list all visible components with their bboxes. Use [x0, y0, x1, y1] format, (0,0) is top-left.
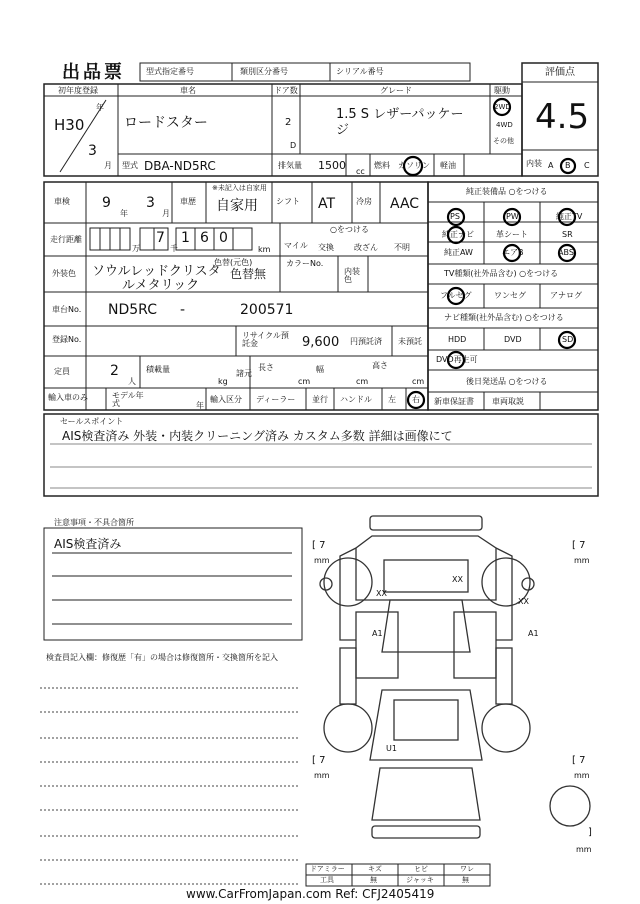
unknown-label: 不明: [394, 243, 410, 252]
inspector-label: 検査員記入欄：修復歴「有」の場合は修復箇所・交換箇所を記入: [46, 653, 278, 662]
mileage-digit-4: 0: [219, 230, 228, 246]
parallel-label: 並行: [312, 395, 328, 404]
legend-jack: ジャッキ: [406, 876, 434, 884]
mileage-thousand-unit: 千: [170, 244, 178, 253]
legend-crack: ヒビ: [414, 865, 428, 873]
width-cm: cm: [356, 377, 369, 386]
history-label: 車歴: [180, 197, 196, 206]
model-year-unit: 年: [196, 401, 204, 410]
first-reg-year: H30: [54, 116, 85, 134]
interior-color-label: 内装色: [344, 267, 360, 284]
handle-label: ハンドル: [340, 395, 372, 404]
tire-rr-mm: mm: [574, 771, 590, 780]
equip-leather: 革シート: [496, 230, 528, 239]
import-class-label: 輸入区分: [210, 395, 242, 404]
width-label: 幅: [316, 365, 324, 374]
model-value: DBA-ND5RC: [144, 159, 216, 173]
chassis-dash: -: [180, 302, 186, 318]
car-name-label: 車名: [180, 86, 196, 95]
drive-2wd: 2WD: [494, 103, 511, 111]
length-label: 長さ: [258, 363, 274, 372]
later-title: 後日発送品 ○をつける: [466, 377, 548, 386]
tampered-label: 改ざん: [354, 243, 378, 252]
shaken-year: 9: [102, 195, 111, 211]
tire-spare-bracket: ]: [588, 827, 592, 838]
history-value: 自家用: [216, 198, 258, 214]
interior-label: 内装: [526, 159, 542, 168]
tv-fullseg: フルセグ: [440, 291, 472, 300]
drive-4wd: 4WD: [496, 121, 513, 129]
equip-ps: PS: [450, 212, 460, 221]
score-label: 評価点: [545, 67, 575, 78]
notes-text: AIS検査済み: [54, 537, 122, 551]
grade-line2: ジ: [336, 123, 350, 138]
first-reg-month: 3: [88, 143, 97, 159]
spec-label: 諸元: [236, 369, 252, 378]
tire-rr-depth: [ 7: [572, 755, 586, 766]
chassis-no: 200571: [240, 302, 294, 318]
doors-label: ドア数: [274, 86, 298, 95]
shaken-month: 3: [146, 195, 155, 211]
navi-sd: SD: [562, 335, 574, 344]
grade-label: グレード: [380, 86, 412, 95]
reg-no-label: 登録No.: [52, 335, 82, 344]
car-name: ロードスター: [124, 115, 208, 131]
repaint-label: 色替(元色): [214, 258, 253, 267]
recycle-amount: 9,600: [302, 335, 340, 350]
interior-a: A: [548, 161, 554, 170]
displacement-value: 1500: [318, 159, 346, 172]
tv-title: TV種類(社外品含む) ○をつける: [444, 269, 559, 278]
shaken-year-unit: 年: [120, 209, 128, 218]
notes-label: 注意事項・不具合箇所: [54, 518, 134, 527]
repaint-value: 色替無: [230, 267, 267, 281]
tire-fr-depth: [ 7: [572, 540, 586, 551]
equip-aw: 純正AW: [444, 248, 473, 257]
navi-title: ナビ種類(社外品含む) ○をつける: [444, 313, 564, 322]
mark-front-right: XX: [518, 597, 529, 606]
equip-sr: SR: [562, 230, 573, 239]
mark-front-left: XX: [376, 589, 387, 598]
drive-label: 駆動: [494, 86, 510, 95]
navi-dvd: DVD: [504, 335, 522, 344]
capacity-label: 定員: [54, 367, 70, 376]
equip-pw: PW: [506, 212, 519, 221]
tv-analog: アナログ: [550, 291, 582, 300]
form-title: 出品票: [62, 62, 125, 83]
history-note: ※未記入は自家用: [212, 184, 267, 192]
fuel-value: ガソリン: [398, 161, 430, 170]
model-label: 型式: [122, 161, 138, 170]
mark-rear: U1: [386, 744, 397, 753]
class-label: 類別区分番号: [240, 67, 288, 76]
mileage-digit-3: 6: [200, 230, 209, 246]
displacement-label: 排気量: [278, 161, 302, 170]
tire-fl-mm: mm: [314, 556, 330, 565]
shift-label: シフト: [276, 197, 300, 206]
car-diagram: [320, 516, 590, 838]
height-cm: cm: [412, 377, 425, 386]
sales-point-text: AIS検査済み 外装・内装クリーニング済み カスタム多数 詳細は画像にて: [62, 429, 453, 443]
mile-label: マイル: [284, 241, 308, 250]
legend-tools-value: 無: [370, 876, 377, 884]
dealer-label: ディーラー: [256, 395, 296, 404]
shaken-label: 車検: [54, 197, 70, 206]
doors-value: 2: [285, 117, 292, 128]
import-label: 輸入車のみ: [48, 393, 88, 402]
shaken-month-unit: 月: [162, 209, 170, 218]
year-unit: 年: [96, 103, 104, 112]
tire-spare-mm: mm: [576, 845, 592, 854]
mileage-km: km: [258, 245, 271, 254]
equip-tv: 純正TV: [556, 212, 583, 221]
equip-abs: ABS: [558, 248, 574, 257]
tire-fr-mm: mm: [574, 556, 590, 565]
legend-tools: 工具: [320, 876, 334, 884]
ac-value: AAC: [390, 196, 420, 212]
tire-rl-mm: mm: [314, 771, 330, 780]
navi-hdd: HDD: [448, 335, 467, 344]
drive-other: その他: [493, 137, 514, 145]
displacement-unit: cc: [356, 167, 365, 176]
fuel-light: 軽油: [440, 161, 456, 170]
load-label: 積載量: [146, 365, 170, 374]
sales-point-label: セールスポイント: [60, 417, 124, 426]
mark-roof: XX: [452, 575, 463, 584]
later-warranty: 新車保証書: [434, 397, 474, 406]
mark-note: ○をつける: [330, 225, 369, 234]
capacity-value: 2: [110, 363, 119, 379]
height-label: 高さ: [372, 361, 388, 370]
mark-side-right: A1: [528, 629, 539, 638]
shift-value: AT: [318, 196, 336, 212]
type-cert-label: 型式指定番号: [146, 67, 194, 76]
color-label: 外装色: [52, 269, 76, 278]
color-no-label: カラーNo.: [286, 259, 324, 268]
first-reg-label: 初年度登録: [58, 86, 98, 95]
chassis-label: 車台No.: [52, 305, 82, 314]
serial-label: シリアル番号: [336, 67, 384, 76]
legend-break: ワレ: [460, 865, 474, 873]
length-cm: cm: [298, 377, 311, 386]
recycle-unpaid: 未預託: [398, 337, 422, 346]
equip-airbag: エアB: [502, 248, 524, 257]
load-unit: kg: [218, 377, 228, 386]
mileage-digit-2: 1: [181, 230, 190, 246]
handle-left: 左: [388, 395, 396, 404]
mark-side-left: A1: [372, 629, 383, 638]
fuel-label: 燃料: [374, 161, 390, 170]
tire-fl-depth: [ 7: [312, 540, 326, 551]
recycle-label: リサイクル預託金: [242, 331, 289, 348]
legend-jack-value: 無: [462, 876, 469, 884]
color-value: ソウルレッドクリスタ: [92, 264, 221, 279]
model-year-label: モデル年式: [112, 391, 144, 408]
exchange-label: 交換: [318, 243, 334, 252]
grade-line1: 1.5 S レザーパッケー: [336, 107, 464, 122]
mileage-digit-1: 7: [156, 230, 165, 246]
month-unit: 月: [104, 161, 112, 170]
recycle-paid: 円預託済: [350, 337, 382, 346]
later-manual: 車両取説: [492, 397, 524, 406]
mileage-label: 走行距離: [50, 235, 82, 244]
capacity-unit: 人: [128, 377, 136, 386]
footer-watermark: www.CarFromJapan.com Ref: CFJ2405419: [186, 887, 435, 901]
mileage-man-unit: 万: [132, 244, 140, 253]
doors-unit: D: [290, 141, 297, 150]
dvd-play: DVD再生可: [436, 355, 478, 364]
ac-label: 冷房: [356, 197, 372, 206]
interior-c: C: [584, 161, 590, 170]
score-value: 4.5: [535, 97, 590, 137]
legend-mirror: ドアミラー: [310, 865, 345, 873]
equip-navi: 純正ナビ: [442, 230, 474, 239]
tire-rl-depth: [ 7: [312, 755, 326, 766]
interior-b: B: [565, 161, 571, 170]
legend-scratch: キズ: [368, 865, 382, 873]
equipment-title: 純正装備品 ○をつける: [466, 187, 548, 196]
handle-right: 右: [412, 395, 420, 404]
chassis-prefix: ND5RC: [108, 302, 157, 318]
color-value-2: ルメタリック: [122, 278, 200, 293]
tv-oneseg: ワンセグ: [494, 291, 526, 300]
